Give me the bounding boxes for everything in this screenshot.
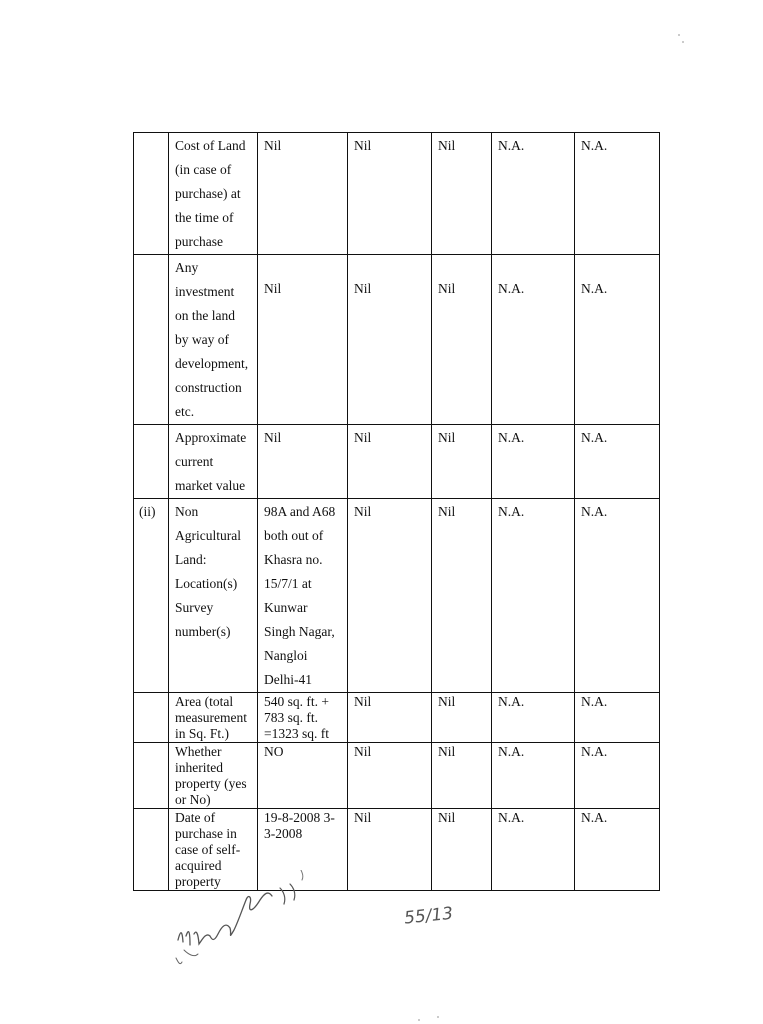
value-cell: 19-8-2008 3-3-2008 — [258, 809, 348, 891]
serial-cell: (ii) — [134, 499, 169, 693]
value-cell: N.A. — [492, 499, 575, 693]
value-cell: Nil — [258, 425, 348, 499]
scan-speck — [678, 34, 680, 36]
value-cell: N.A. — [575, 809, 660, 891]
particular-cell: Cost of Land (in case of purchase) at the time of purchase — [169, 133, 258, 255]
value-cell: N.A. — [575, 255, 660, 425]
value-cell: N.A. — [492, 133, 575, 255]
value-cell: Nil — [258, 255, 348, 425]
page-number — [400, 895, 472, 935]
serial-cell — [134, 425, 169, 499]
table-row — [134, 693, 660, 743]
value-cell: Nil — [432, 425, 492, 499]
value-cell: N.A. — [575, 693, 660, 743]
value-cell: N.A. — [492, 809, 575, 891]
value-cell: Nil — [348, 743, 432, 809]
value-cell: Nil — [432, 499, 492, 693]
value-cell: N.A. — [492, 743, 575, 809]
handwritten-signature — [168, 870, 318, 980]
value-cell: N.A. — [492, 693, 575, 743]
table-row — [134, 743, 660, 809]
table-row — [134, 133, 660, 255]
value-cell: Nil — [348, 693, 432, 743]
scan-speck — [437, 1016, 439, 1018]
table-row — [134, 425, 660, 499]
table-row — [134, 499, 660, 693]
value-cell: N.A. — [492, 425, 575, 499]
value-cell: Nil — [348, 133, 432, 255]
value-cell: N.A. — [492, 255, 575, 425]
value-cell: Nil — [432, 809, 492, 891]
value-cell: NO — [258, 743, 348, 809]
value-cell: Nil — [348, 809, 432, 891]
serial-cell — [134, 133, 169, 255]
scan-speck — [418, 1019, 420, 1021]
particular-cell: Approximate current market value — [169, 425, 258, 499]
serial-cell — [134, 809, 169, 891]
serial-cell — [134, 693, 169, 743]
value-cell: Nil — [348, 425, 432, 499]
asset-table — [133, 132, 660, 891]
value-cell: Nil — [432, 133, 492, 255]
particular-cell: Any investment on the land by way of development, construction etc. — [169, 255, 258, 425]
value-cell: N.A. — [575, 133, 660, 255]
value-cell: 540 sq. ft. + 783 sq. ft. =1323 sq. ft — [258, 693, 348, 743]
particular-cell: Date of purchase in case of self-acquired property — [169, 809, 258, 891]
value-cell: 98A and A68 both out of Khasra no. 15/7/1 at Kunwar Singh Nagar, Nangloi Delhi-41 — [258, 499, 348, 693]
serial-cell — [134, 743, 169, 809]
value-cell: Nil — [348, 499, 432, 693]
particular-cell: Area (total measurement in Sq. Ft.) — [169, 693, 258, 743]
value-cell: N.A. — [575, 425, 660, 499]
value-cell: Nil — [432, 693, 492, 743]
value-cell: Nil — [258, 133, 348, 255]
value-cell: Nil — [348, 255, 432, 425]
value-cell: N.A. — [575, 743, 660, 809]
serial-cell — [134, 255, 169, 425]
scan-speck — [682, 41, 684, 43]
particular-cell: Non Agricultural Land: Location(s) Survey number(s) — [169, 499, 258, 693]
table-row — [134, 255, 660, 425]
value-cell: Nil — [432, 743, 492, 809]
value-cell: N.A. — [575, 499, 660, 693]
svg-text:55/13: 55/13 — [403, 903, 455, 929]
particular-cell: Whether inherited property (yes or No) — [169, 743, 258, 809]
value-cell: Nil — [432, 255, 492, 425]
